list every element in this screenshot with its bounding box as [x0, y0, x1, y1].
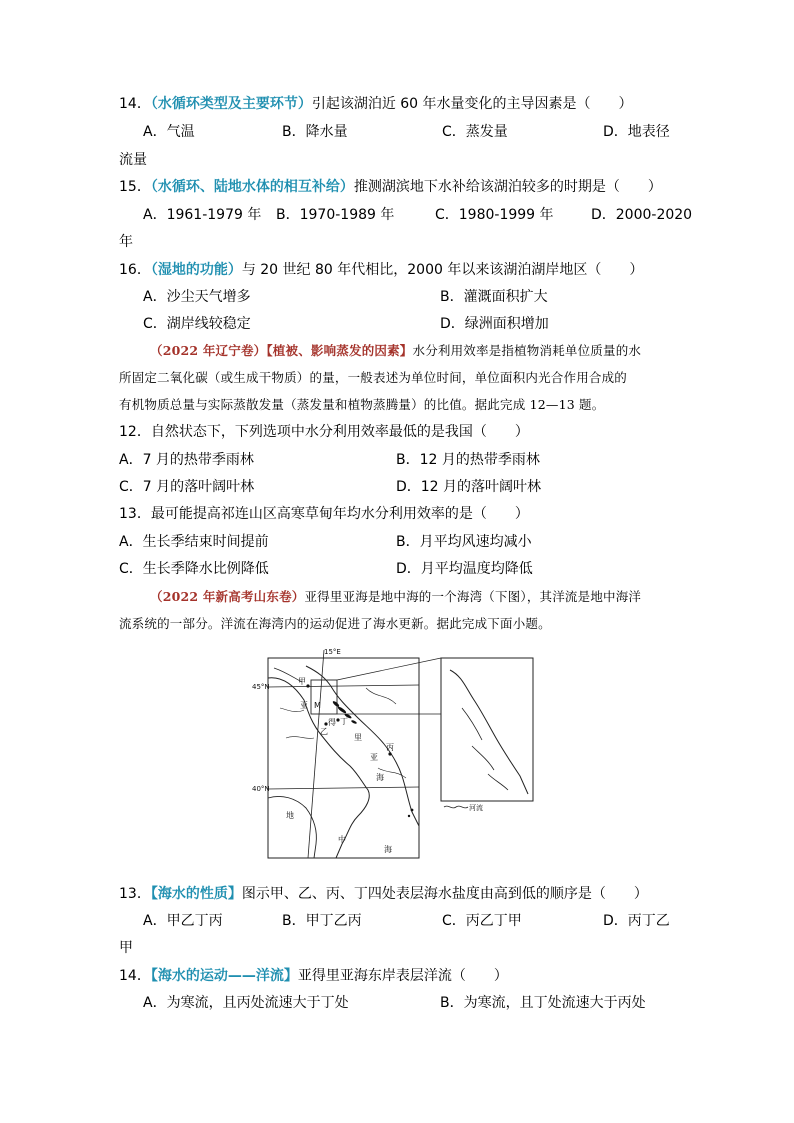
q14a-stem-line	[119, 94, 633, 114]
q15-stem-line	[119, 177, 662, 197]
q12-stem: 12．自然状态下，下列选项中水分利用效率最低的是我国（ ）	[119, 424, 529, 440]
q14a-stem: 引起该湖泊近 60 年水量变化的主导因素是（ ）	[311, 96, 633, 112]
label-m: M	[314, 701, 321, 710]
q13a-option-c: C．生长季降水比例降低	[119, 561, 269, 577]
legend-label: 河流	[469, 804, 483, 812]
legend-river-icon	[444, 806, 468, 808]
label-bing: 丙	[386, 743, 394, 752]
meridian-15e	[308, 650, 324, 858]
label-jia: 甲	[298, 677, 306, 686]
q13a-option-a: A．生长季结束时间提前	[119, 534, 269, 550]
label-ya2: 亚	[370, 753, 378, 762]
q16-option-b: B．灌溉面积扩大	[440, 289, 548, 305]
q15-tag: （水循环、陆地水体的相互补给）	[150, 179, 354, 195]
q13b-stem-line	[119, 884, 648, 904]
q12-option-c: C．7 月的落叶阔叶林	[119, 479, 255, 495]
q15-option-c: C．1980-1999 年	[435, 207, 554, 223]
q13b-option-a: A．甲乙丁丙	[143, 913, 223, 929]
passage1-line-3: 有机物质总量与实际蒸散发量（蒸发量和植物蒸腾量）的比值。据此完成 12—13 题。	[119, 397, 605, 412]
q13a-option-d: D．月平均温度均降低	[396, 561, 533, 577]
q12-option-a: A．7 月的热带季雨林	[119, 452, 254, 468]
q14a-option-a: A．气温	[143, 124, 195, 140]
inset-island-2	[472, 746, 494, 770]
main-map-frame	[268, 658, 419, 858]
q14b-option-b: B．为寒流，且丁处流速大于丙处	[440, 995, 646, 1011]
q13a-option-b: B．月平均风速均减小	[396, 534, 532, 550]
inset-map-frame	[441, 658, 533, 801]
adriatic-sea-map	[252, 648, 542, 860]
river-3	[286, 737, 314, 739]
q13b-tag: 【海水的性质】	[150, 886, 242, 902]
q14a-option-b: B．降水量	[282, 124, 348, 140]
label-de: 得	[328, 718, 336, 727]
q13b-wrap: 甲	[119, 940, 133, 956]
q16-stem: 与 20 世纪 80 年代相比，2000 年以来该湖泊湖岸地区（ ）	[241, 262, 644, 278]
q12-option-b: B．12 月的热带季雨林	[396, 452, 540, 468]
q14b-stem: 亚得里亚海东岸表层洋流（ ）	[297, 968, 508, 984]
passage1-source: （2022 年辽宁卷）	[150, 343, 267, 358]
passage2-first-line	[150, 587, 641, 607]
label-lat-40n: 40°N	[252, 785, 270, 793]
point-jia	[306, 684, 309, 687]
q14b-stem-line	[119, 966, 508, 986]
q13b-option-b: B．甲丁乙丙	[282, 913, 362, 929]
q16-option-a: A．沙尘天气增多	[143, 289, 251, 305]
q15-wrap: 年	[119, 234, 133, 250]
q13b-option-d: D．丙丁乙	[603, 913, 670, 929]
label-hai: 海	[376, 773, 384, 782]
label-di: 地	[286, 811, 294, 820]
zoom-connector-top	[337, 658, 441, 680]
q14a-tag: （水循环类型及主要环节）	[150, 96, 312, 112]
q13b-option-c: C．丙乙丁甲	[442, 913, 522, 929]
q16-stem-line	[119, 260, 643, 280]
q13b-number: 13．	[119, 886, 151, 902]
q16-tag: （湿地的功能）	[150, 262, 242, 278]
passage1-line-1: 水分利用效率是指植物消耗单位质量的水	[412, 343, 642, 358]
q14a-number: 14．	[119, 96, 151, 112]
q14b-number: 14．	[119, 968, 151, 984]
inset-island-1	[462, 708, 482, 740]
label-yi: 乙	[320, 727, 328, 736]
passage2-source-pre: （2022 年新高考	[150, 589, 254, 604]
q15-option-d: D．2000-2020	[591, 207, 693, 223]
passage1-line-2: 所固定二氧化碳（或生成干物质）的量，一般表述为单位时间，单位面积内光合作用合成的	[119, 370, 628, 385]
q14b-tag: 【海水的运动——洋流】	[150, 968, 298, 984]
q13b-stem: 图示甲、乙、丙、丁四处表层海水盐度由高到低的顺序是（ ）	[241, 886, 648, 902]
river-4	[366, 688, 396, 704]
q15-option-a: A．1961-1979 年	[143, 207, 262, 223]
label-ya: 亚	[300, 701, 308, 710]
q14a-option-d: D．地表径	[603, 124, 670, 140]
label-lon-15e: 15°E	[324, 648, 341, 656]
q15-number: 15．	[119, 179, 151, 195]
italy-west-coast	[268, 796, 316, 858]
label-ding: 丁	[340, 717, 348, 726]
label-zhong: 中	[338, 835, 346, 844]
parallel-40n	[268, 787, 419, 789]
label-lat-45n: 45°N	[252, 683, 270, 691]
passage1-tag: 【植被、影响蒸发的因素】	[266, 343, 413, 358]
passage2-line-2: 流系统的一部分。洋流在海湾内的运动促进了海水更新。据此完成下面小题。	[119, 616, 551, 631]
q14a-option-c: C．蒸发量	[442, 124, 508, 140]
passage2-line-1: 亚得里亚海是地中海的一个海湾（下图），其洋流是地中海洋	[304, 589, 642, 604]
q14b-option-a: A．为寒流，且丙处流速大于丁处	[143, 995, 349, 1011]
q13a-stem: 13．最可能提高祁连山区高寒草甸年均水分利用效率的是（ ）	[119, 506, 529, 522]
q15-stem: 推测湖滨地下水补给该湖泊较多的时期是（ ）	[353, 179, 662, 195]
passage1-first-line	[150, 341, 641, 361]
q16-number: 16．	[119, 262, 151, 278]
passage2-source-em: 山东	[253, 589, 280, 604]
q16-option-d: D．绿洲面积增加	[440, 316, 549, 332]
point-bing	[388, 752, 391, 755]
q14a-wrap: 流量	[119, 152, 147, 168]
label-li: 里	[354, 733, 362, 742]
q15-option-b: B．1970-1989 年	[276, 207, 395, 223]
label-hai2: 海	[384, 845, 392, 854]
passage2-source-post: 卷）	[279, 589, 305, 604]
q16-option-c: C．湖岸线较稳定	[143, 316, 251, 332]
inset-island-3	[488, 774, 508, 790]
balkan-coast	[306, 666, 419, 826]
q12-option-d: D．12 月的落叶阔叶林	[396, 479, 542, 495]
